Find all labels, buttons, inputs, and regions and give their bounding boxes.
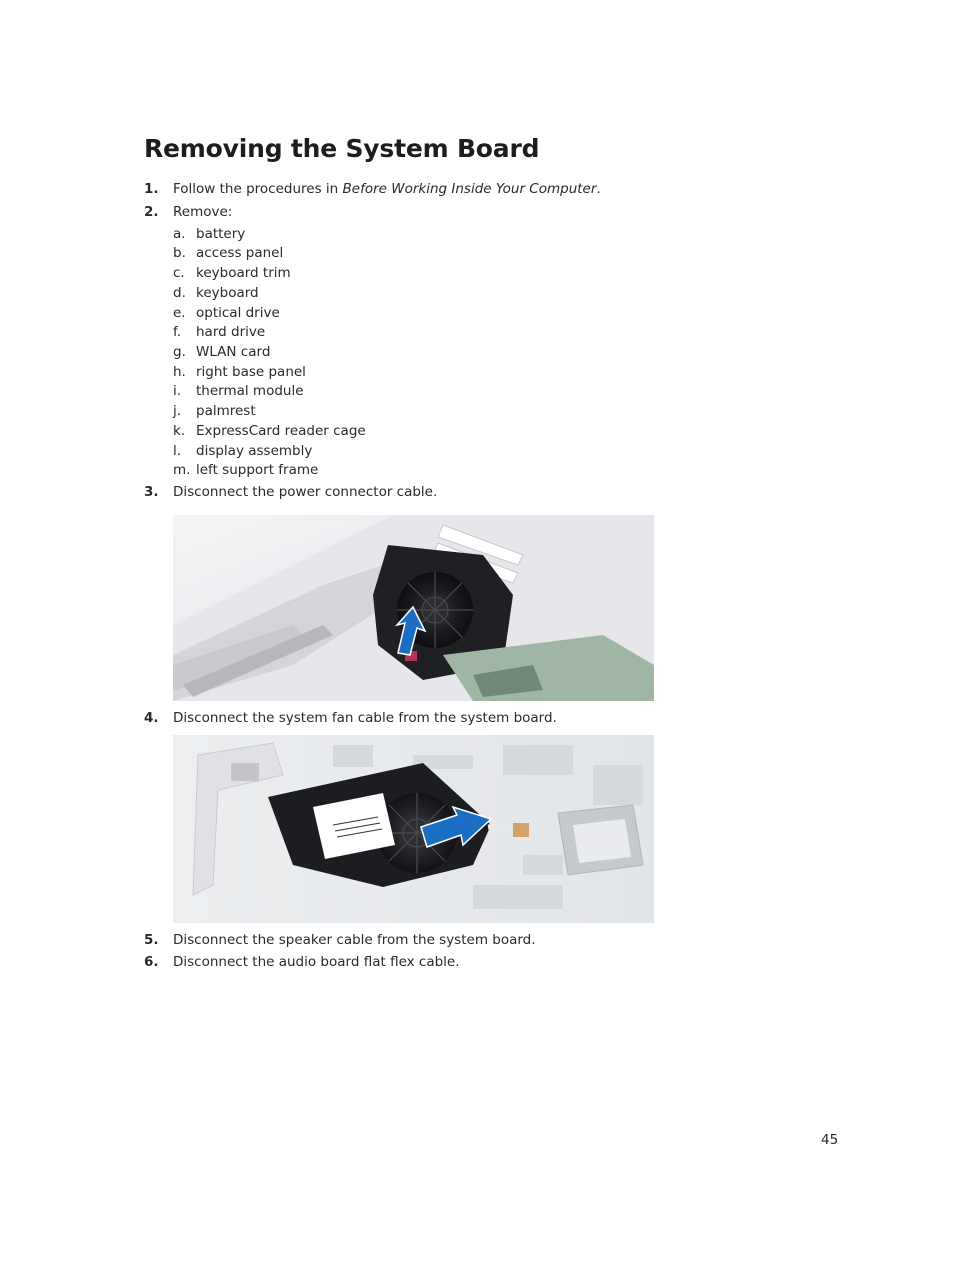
remove-item-label: hard drive bbox=[196, 324, 266, 340]
remove-item-label: palmrest bbox=[196, 403, 256, 419]
remove-item-letter: d. bbox=[173, 285, 186, 301]
step-text: Disconnect the speaker cable from the system board. bbox=[173, 932, 536, 948]
remove-item-letter: l. bbox=[173, 443, 182, 459]
remove-item-letter: e. bbox=[173, 305, 186, 321]
step-number: 1. bbox=[144, 181, 159, 197]
remove-item-letter: m. bbox=[173, 462, 191, 478]
page-number: 45 bbox=[821, 1132, 839, 1148]
step-text: Disconnect the audio board flat flex cable. bbox=[173, 954, 460, 970]
figure-power-connector bbox=[173, 515, 654, 701]
step-number: 3. bbox=[144, 484, 159, 500]
remove-item-label: keyboard bbox=[196, 285, 259, 301]
step-number: 6. bbox=[144, 954, 159, 970]
figure-fan-cable-illustration bbox=[173, 735, 654, 923]
remove-item-label: thermal module bbox=[196, 383, 304, 399]
step-number: 4. bbox=[144, 710, 159, 726]
step-text: Disconnect the system fan cable from the system board. bbox=[173, 710, 557, 726]
remove-item-label: WLAN card bbox=[196, 344, 271, 360]
remove-item-letter: f. bbox=[173, 324, 182, 340]
remove-item-label: ExpressCard reader cage bbox=[196, 423, 366, 439]
remove-item-letter: h. bbox=[173, 364, 186, 380]
remove-item-label: display assembly bbox=[196, 443, 313, 459]
remove-item-letter: i. bbox=[173, 383, 182, 399]
step-text-part: Follow the procedures in bbox=[173, 181, 343, 197]
step-text bbox=[173, 180, 601, 198]
remove-item-letter: g. bbox=[173, 344, 186, 360]
step-text-reference: Before Working Inside Your Computer bbox=[342, 181, 597, 197]
remove-item-label: access panel bbox=[196, 245, 284, 261]
remove-item-letter: k. bbox=[173, 423, 186, 439]
remove-item-letter: j. bbox=[173, 403, 182, 419]
step-number: 5. bbox=[144, 932, 159, 948]
remove-item-label: keyboard trim bbox=[196, 265, 291, 281]
remove-item-label: optical drive bbox=[196, 305, 280, 321]
remove-item-label: battery bbox=[196, 226, 246, 242]
figure-fan-cable bbox=[173, 735, 654, 923]
remove-item-letter: a. bbox=[173, 226, 186, 242]
remove-item-label: left support frame bbox=[196, 462, 319, 478]
figure-power-connector-illustration bbox=[173, 515, 654, 701]
remove-item-label: right base panel bbox=[196, 364, 306, 380]
page-title: Removing the System Board bbox=[144, 134, 540, 163]
remove-item-letter: c. bbox=[173, 265, 185, 281]
step-text: Disconnect the power connector cable. bbox=[173, 484, 438, 500]
remove-item-letter: b. bbox=[173, 245, 186, 261]
step-text: Remove: bbox=[173, 204, 233, 220]
step-text-part: . bbox=[596, 181, 601, 197]
step-number: 2. bbox=[144, 204, 159, 220]
